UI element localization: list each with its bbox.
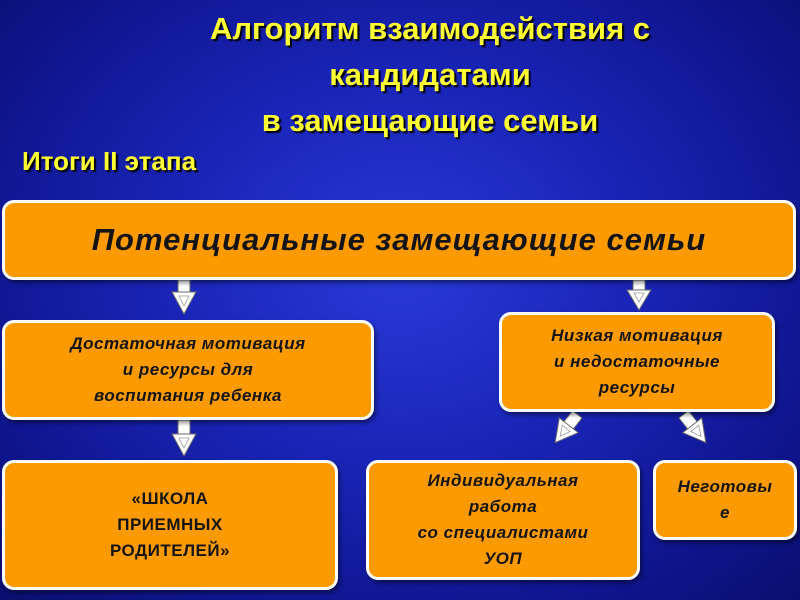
node-sufficient-motivation (2, 320, 374, 420)
arrow-main-to-low (627, 280, 651, 310)
node-notready-line-2: е (720, 503, 730, 522)
title-line-1: Алгоритм взаимодействия с (209, 11, 651, 46)
node-low-line-2: и недостаточные (553, 352, 721, 371)
node-school-line-1: «ШКОЛА (131, 489, 209, 508)
node-sufficient-line-1: Достаточная мотивация (70, 334, 306, 353)
title-line-2: кандидатами (329, 57, 531, 92)
node-school-line-3: РОДИТЕЛЕЙ» (109, 541, 231, 560)
node-foster-parents-school (2, 460, 338, 590)
node-individual-line-4: УОП (483, 549, 523, 568)
node-potential-families (2, 200, 796, 280)
node-individual-work (366, 460, 640, 580)
node-potential-families-label: Потенциальные замещающие семьи (91, 222, 707, 257)
arrow-sufficient-to-school (172, 420, 196, 456)
node-low-line-3: ресурсы (598, 378, 676, 397)
node-individual-line-2: работа (468, 497, 538, 516)
node-sufficient-line-2: и ресурсы для (122, 360, 254, 379)
node-school-line-2: ПРИЕМНЫХ (117, 515, 223, 534)
node-individual-line-3: со специалистами (417, 523, 589, 542)
node-individual-line-1: Индивидуальная (427, 471, 579, 490)
node-low-motivation (499, 312, 775, 412)
node-not-ready (653, 460, 797, 540)
title-line-3: в замещающие семьи (261, 103, 599, 138)
slide-title (120, 6, 740, 144)
arrow-low-to-individual (546, 407, 587, 450)
node-notready-line-1: Неготовы (677, 477, 773, 496)
arrow-main-to-sufficient (172, 280, 196, 314)
arrow-low-to-notready (674, 407, 715, 450)
node-sufficient-line-3: воспитания ребенка (94, 386, 282, 405)
node-low-line-1: Низкая мотивация (551, 326, 723, 345)
stage-subtitle: Итоги II этапа (22, 146, 197, 176)
